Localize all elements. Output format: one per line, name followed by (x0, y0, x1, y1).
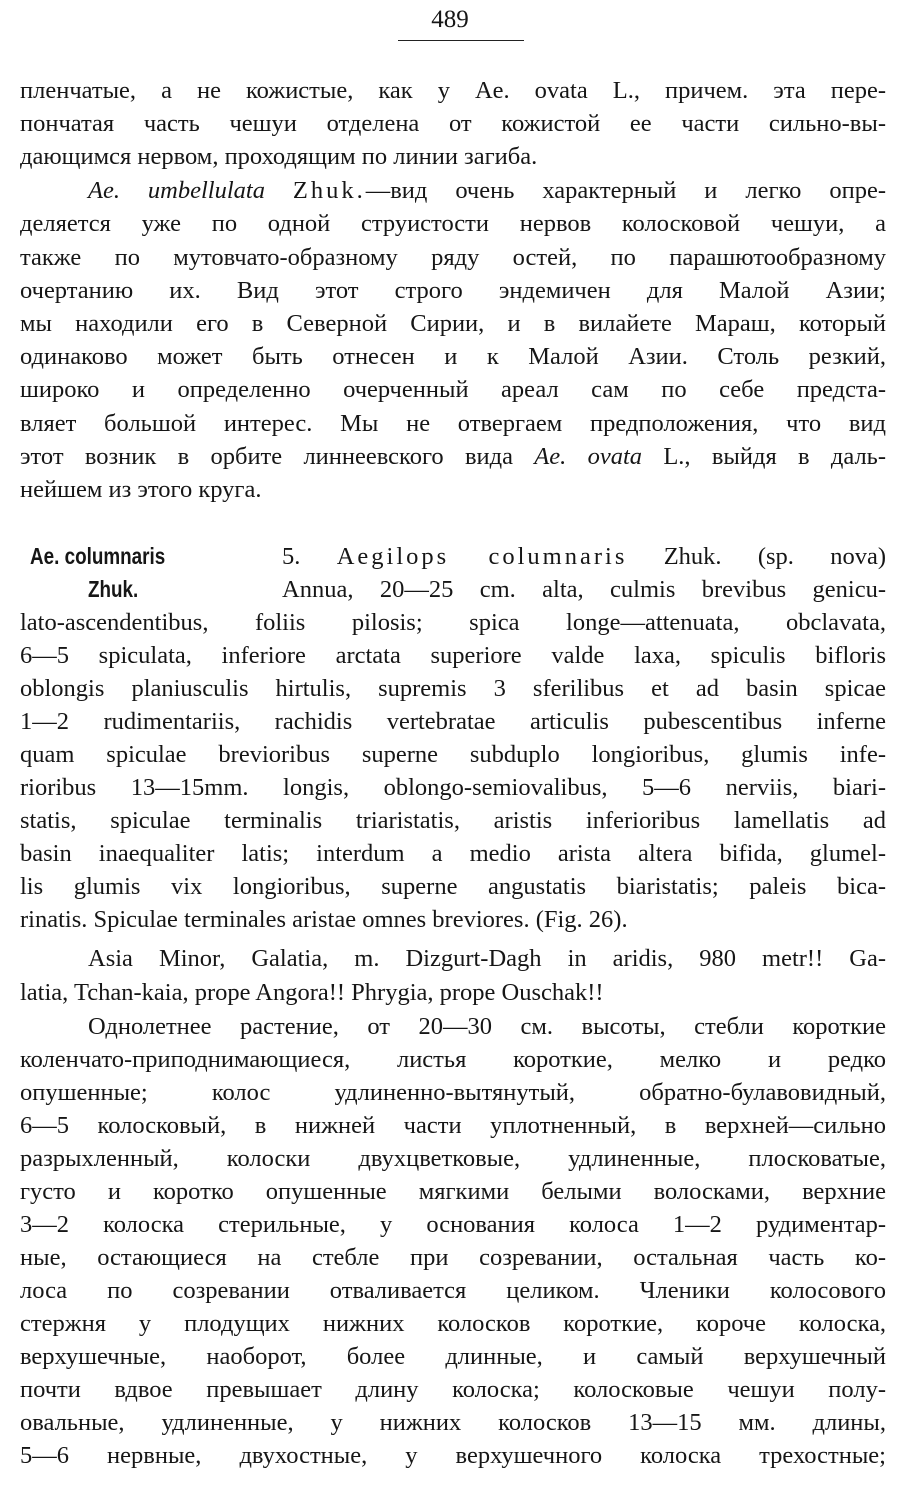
text-line: ные, остающиеся на стебле при созревании, остальная часть ко- (20, 1244, 886, 1271)
text-fragment: —вид очень характерный и легко опре- (365, 177, 886, 204)
species-heading (282, 540, 886, 573)
text-line: basin inaequaliter latis; interdum a medio arista altera bifida, glumel- (20, 840, 886, 867)
text-line: lis glumis vix longioribus, superne angustatis biaristatis; paleis bica- (20, 873, 886, 900)
taxon-name: Ae. umbellulata (88, 177, 265, 204)
text-line: коленчато-приподнимающиеся, листья короткие, мелко и редко (20, 1046, 886, 1073)
text-line: latia, Tchan-kaia, prope Angora!! Phrygia, prope Ouschak!! (20, 979, 604, 1006)
text-fragment: L., выйдя в даль- (663, 443, 887, 470)
text-line: lato-ascendentibus, foliis pilosis; spica longe—attenuata, obclavata, (20, 609, 886, 636)
text-line: Однолетнее растение, от 20—30 см. высоты, стебли короткие (88, 1013, 886, 1040)
text-line: овальные, удлиненные, у нижних колосков 13—15 мм. длины, (20, 1409, 886, 1436)
text-line: очертанию их. Вид этот строго эндемичен для Малой Азии; (20, 277, 886, 304)
text-line: вляет большой интерес. Мы не отвергаем предположения, что вид (20, 410, 886, 437)
text-line: пончатая часть чешуи отделена от кожистой ее части сильно-вы- (20, 110, 886, 137)
text-line (20, 440, 886, 473)
text-line: одинаково может быть отнесен и к Малой Азии. Столь резкий, (20, 343, 886, 370)
species-name: Aegilops columnaris (336, 543, 628, 570)
text-line: quam spiculae brevioribus superne subduplo longioribus, glumis infe- (20, 741, 886, 768)
text-line: 6—5 spiculata, inferiore arctata superiore valde laxa, spiculis bifloris (20, 642, 886, 669)
text-line: верхушечные, наоборот, более длинные, и самый верхушечный (20, 1343, 886, 1370)
text-line: деляется уже по одной струистости нервов колосковой чешуи, а (20, 210, 886, 237)
margin-note-name: Ae. columnaris (30, 543, 166, 569)
header-rule (398, 40, 524, 41)
text-line: стержня у плодущих нижних колосков короткие, короче колоска, (20, 1310, 886, 1337)
text-line: 3—2 колоска стерильные, у основания колоса 1—2 рудиментар- (20, 1211, 886, 1238)
text-line: также по мутовчато-образному ряду остей, по парашютообразному (20, 244, 886, 271)
text-line: мы находили его в Северной Сирии, и в вилайете Мараш, который (20, 310, 886, 337)
text-line: 1—2 rudimentariis, rachidis vertebratae articulis pubescentibus inferne (20, 708, 886, 735)
text-line: rioribus 13—15mm. longis, oblongo-semiovalibus, 5—6 nerviis, biari- (20, 774, 886, 801)
text-line: 6—5 колосковый, в нижней части уплотненный, в верхней—сильно (20, 1112, 886, 1139)
text-line: разрыхленный, колоски двухцветковые, удлиненные, плосковатые, (20, 1145, 886, 1172)
text-line: почти вдвое превышает длину колоска; колосковые чешуи полу- (20, 1376, 886, 1403)
taxon-name: Ae. ovata (534, 443, 642, 470)
text-fragment: этот возник в орбите линнеевского вида (20, 443, 513, 470)
text-line: 5—6 нервные, двухостные, у верхушечного колоска трехостные; (20, 1442, 886, 1469)
text-line: лоса по созревании отваливается целиком. Членики колосового (20, 1277, 886, 1304)
author-name: Zhuk. (292, 177, 366, 204)
text-line: пленчатые, а не кожистые, как у Ae. ovata L., причем. эта пере- (20, 77, 886, 104)
text-line: широко и определенно очерченный ареал сам по себе предста- (20, 376, 886, 403)
text-line: дающимся нервом, проходящим по линии загиба. (20, 143, 538, 170)
text-line: Asia Minor, Galatia, m. Dizgurt-Dagh in aridis, 980 metr!! Ga- (88, 945, 886, 972)
species-author: Zhuk. (sp. nova) (663, 543, 887, 570)
text-line (88, 174, 886, 207)
text-line: statis, spiculae terminalis triaristatis, aristis inferioribus lamellatis ad (20, 807, 886, 834)
text-line: Annua, 20—25 cm. alta, culmis brevibus genicu- (282, 576, 886, 603)
text-line: нейшем из этого круга. (20, 476, 262, 503)
page-number: 489 (431, 6, 469, 33)
text-line: rinatis. Spiculae terminales aristae omnes breviores. (Fig. 26). (20, 906, 628, 933)
text-line: опушенные; колос удлиненно-вытянутый, обратно-булавовидный, (20, 1079, 886, 1106)
text-line: oblongis planiusculis hirtulis, supremis 3 sferilibus et ad basin spicae (20, 675, 886, 702)
text-line: густо и коротко опушенные мягкими белыми волосками, верхние (20, 1178, 886, 1205)
margin-note-author: Zhuk. (88, 576, 139, 602)
species-number: 5. (282, 543, 301, 570)
